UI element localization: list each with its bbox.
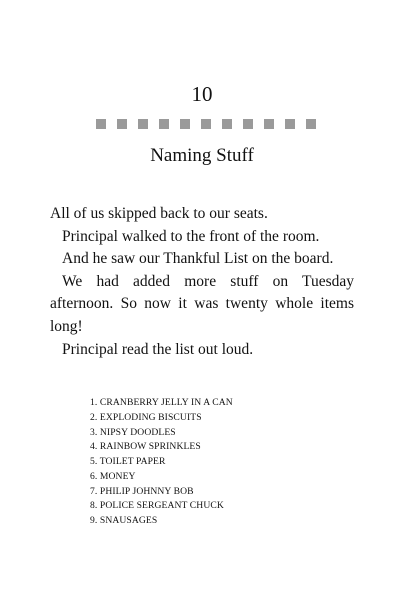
chapter-number: 10 [191,82,213,106]
body-text [50,203,354,361]
list-item: 9. SNAUSAGES [90,515,158,526]
list-item: 5. TOILET PAPER [90,456,166,467]
list-item: 8. POLICE SERGEANT CHUCK [90,500,224,512]
chapter-ornament-divider [96,119,316,131]
list-item: 4. RAINBOW SPRINKLES [90,441,201,453]
list-item: 1. CRANBERRY JELLY IN A CAN [90,397,233,408]
list-item: 7. PHILIP JOHNNY BOB [90,485,194,497]
ornament-square [285,119,295,129]
ornament-square [264,119,274,129]
ornament-square [159,119,169,129]
ornament-square [180,119,190,129]
paragraph: Principal walked to the front of the room. [62,227,320,245]
ornament-square [117,119,127,129]
paragraph: We had added more stuff on Tuesday afternoon. So now it was twenty whole items long! [50,272,354,335]
ornament-square [306,119,316,129]
ornament-square [201,119,211,129]
ornament-square [96,119,106,129]
list-item: 6. MONEY [90,470,136,482]
ornament-square [222,119,232,129]
paragraph: Principal read the list out loud. [62,340,254,358]
paragraph: And he saw our Thankful List on the board. [62,250,334,268]
ornament-square [138,119,148,129]
chapter-title: Naming Stuff [150,145,254,166]
thankful-list [90,396,233,529]
list-item: 3. NIPSY DOODLES [90,426,176,438]
ornament-square [243,119,253,129]
list-item: 2. EXPLODING BISCUITS [90,411,202,423]
paragraph: All of us skipped back to our seats. [50,205,268,222]
